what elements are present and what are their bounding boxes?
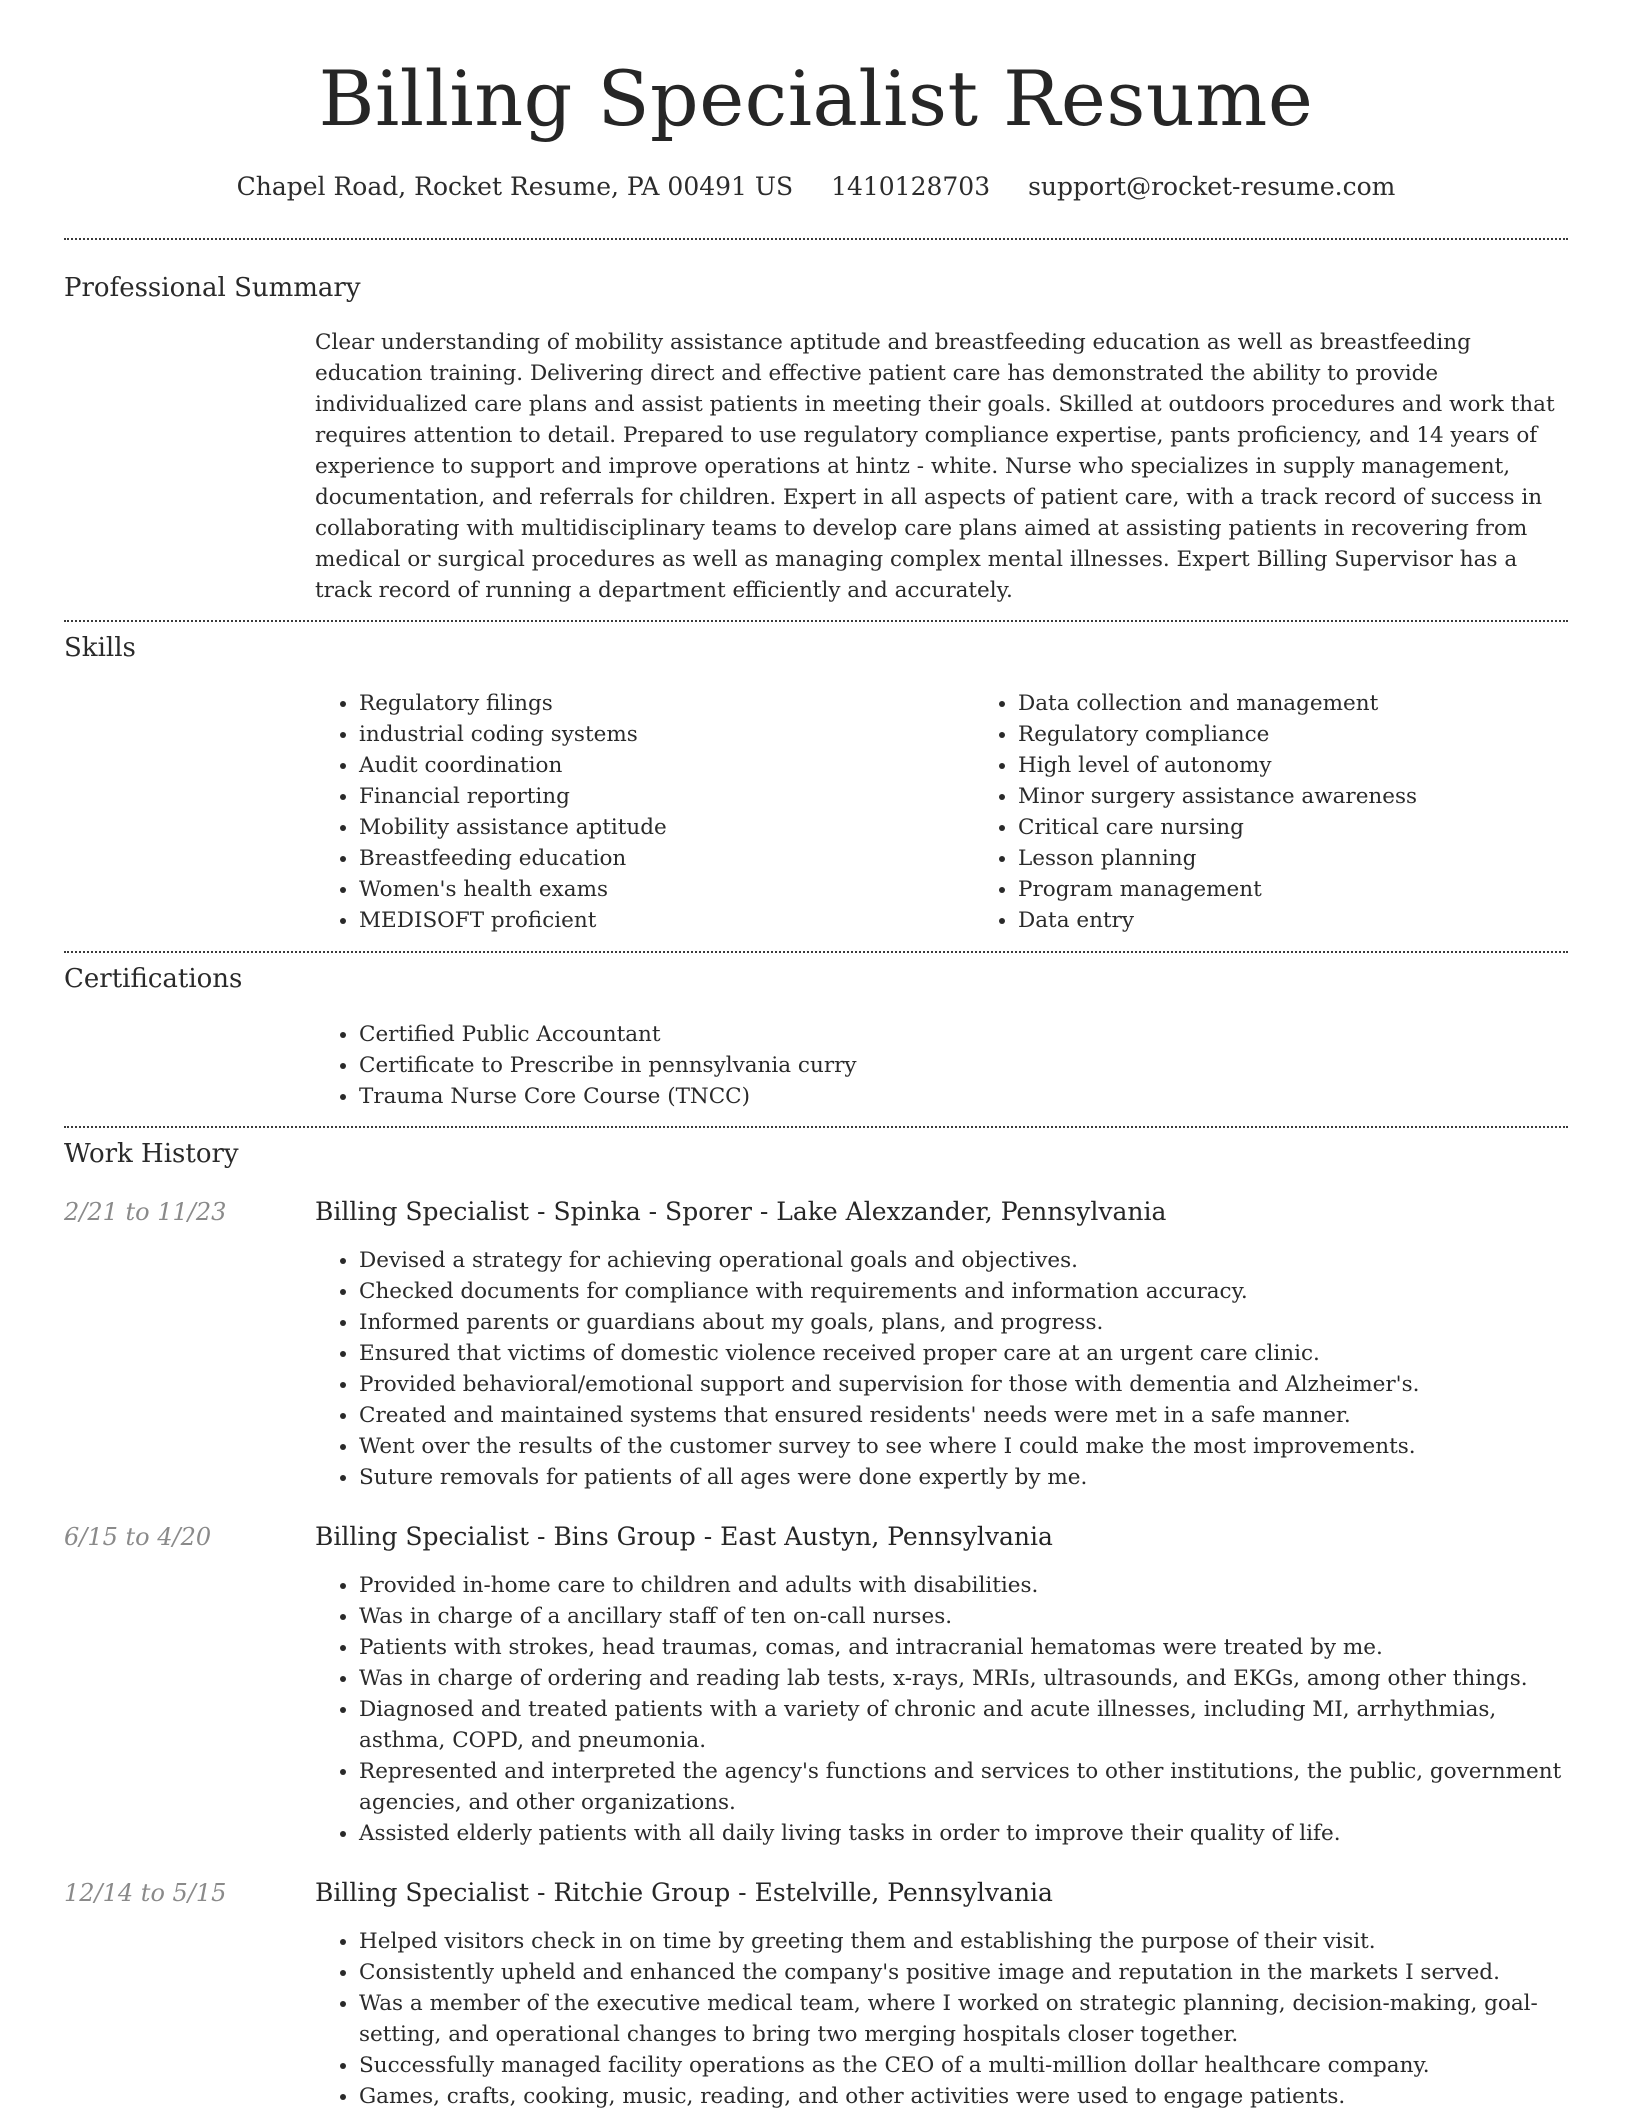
skill-item: • Data collection and management <box>1018 688 1632 719</box>
job-duty: • Devised a strategy for achieving operational goals and objectives. <box>359 1245 1568 1276</box>
summary-section <box>64 240 1568 606</box>
certifications-heading: Certifications <box>64 964 243 994</box>
work-history-heading: Work History <box>64 1139 239 1169</box>
contact-phone: 1410128703 <box>831 172 991 201</box>
skills-list-left <box>315 688 974 936</box>
job-duty: • Diagnosed and treated patients with a variety of chronic and acute illnesses, including MI, arrhythmias, asthma, COPD, and pneumonia. <box>359 1694 1568 1756</box>
job-duties <box>315 1245 1568 1493</box>
job-duty: • Assisted elderly patients with all daily living tasks in order to improve their quality of life. <box>359 1818 1568 1849</box>
certification-item: • Certified Public Accountant <box>359 1019 1568 1050</box>
skill-item: • industrial coding systems <box>359 719 974 750</box>
resume-title: Billing Specialist Resume <box>318 54 1314 143</box>
job-entry <box>64 1197 1568 1493</box>
skills-section <box>64 622 1568 936</box>
skill-item: • High level of autonomy <box>1018 750 1632 781</box>
skill-item: • Critical care nursing <box>1018 812 1632 843</box>
skill-item: • MEDISOFT proficient <box>359 905 974 936</box>
job-entry <box>64 1878 1568 2112</box>
job-duty: • Represented and interpreted the agency's functions and services to other institutions, the public, government agencies, and other organizations. <box>359 1756 1568 1818</box>
job-duty: • Went over the results of the customer survey to see where I could make the most improvements. <box>359 1431 1568 1462</box>
skill-item: • Program management <box>1018 874 1632 905</box>
work-history-section <box>64 1128 1568 2112</box>
job-duty: • Games, crafts, cooking, music, reading, and other activities were used to engage patients. <box>359 2081 1568 2112</box>
certifications-section <box>64 953 1568 1112</box>
certifications-list <box>315 1019 1568 1112</box>
job-duties <box>315 1570 1568 1849</box>
job-title: Billing Specialist - Spinka - Sporer - Lake Alexzander, Pennsylvania <box>315 1197 1167 1226</box>
skill-item: • Women's health exams <box>359 874 974 905</box>
skill-item: • Audit coordination <box>359 750 974 781</box>
skill-item: • Minor surgery assistance awareness <box>1018 781 1632 812</box>
job-duty: • Consistently upheld and enhanced the company's positive image and reputation in the markets I served. <box>359 1957 1568 1988</box>
job-duties <box>315 1926 1568 2112</box>
job-duty: • Was in charge of ordering and reading lab tests, x-rays, MRIs, ultrasounds, and EKGs, among other things. <box>359 1663 1568 1694</box>
skill-item: • Data entry <box>1018 905 1632 936</box>
job-duty: • Was in charge of a ancillary staff of ten on-call nurses. <box>359 1601 1568 1632</box>
skill-item: • Mobility assistance aptitude <box>359 812 974 843</box>
skill-item: • Breastfeeding education <box>359 843 974 874</box>
summary-heading: Professional Summary <box>64 273 361 303</box>
resume-page <box>64 0 1568 2112</box>
certification-item: • Certificate to Prescribe in pennsylvania curry <box>359 1050 1568 1081</box>
skill-item: • Regulatory filings <box>359 688 974 719</box>
skill-item: • Financial reporting <box>359 781 974 812</box>
contact-email: support@rocket-resume.com <box>1028 172 1396 201</box>
job-duty: • Checked documents for compliance with requirements and information accuracy. <box>359 1276 1568 1307</box>
job-dates: 2/21 to 11/23 <box>64 1198 227 1226</box>
skills-heading: Skills <box>64 633 136 663</box>
job-duty: • Informed parents or guardians about my goals, plans, and progress. <box>359 1307 1568 1338</box>
job-duty: • Patients with strokes, head traumas, comas, and intracranial hematomas were treated by me. <box>359 1632 1568 1663</box>
job-duty: • Helped visitors check in on time by greeting them and establishing the purpose of their visit. <box>359 1926 1568 1957</box>
contact-line <box>64 172 1568 202</box>
skills-list-right <box>974 688 1632 936</box>
job-duty: • Ensured that victims of domestic violence received proper care at an urgent care clinic. <box>359 1338 1568 1369</box>
job-entry <box>64 1522 1568 1849</box>
job-duty: • Suture removals for patients of all ages were done expertly by me. <box>359 1462 1568 1493</box>
skill-item: • Lesson planning <box>1018 843 1632 874</box>
job-duty: • Successfully managed facility operations as the CEO of a multi-million dollar healthcare company. <box>359 2050 1568 2081</box>
job-title: Billing Specialist - Ritchie Group - Estelville, Pennsylvania <box>315 1878 1053 1907</box>
job-dates: 12/14 to 5/15 <box>64 1879 227 1907</box>
job-title: Billing Specialist - Bins Group - East Austyn, Pennsylvania <box>315 1522 1053 1551</box>
skill-item: • Regulatory compliance <box>1018 719 1632 750</box>
job-dates: 6/15 to 4/20 <box>64 1523 212 1551</box>
job-duty: • Provided behavioral/emotional support and supervision for those with dementia and Alzheimer's. <box>359 1369 1568 1400</box>
job-duty: • Provided in-home care to children and adults with disabilities. <box>359 1570 1568 1601</box>
contact-address: Chapel Road, Rocket Resume, PA 00491 US <box>236 172 794 201</box>
summary-text: Clear understanding of mobility assistance aptitude and breastfeeding education as well as breastfeeding education training. Delivering direct and effective patient care has demonstrated the ability to provide individualized care plans and assist patients in meeting their goals. Skilled at outdoors procedures and work that requires attention to detail. Prepared to use regulatory compliance expertise, pants proficiency, and 14 years of experience to support and improve operations at hintz - white. Nurse who specializes in supply management, documentation, and referrals for children. Expert in all aspects of patient care, with a track record of success in collaborating with multidisciplinary teams to develop care plans aimed at assisting patients in recovering from medical or surgical procedures as well as managing complex mental illnesses. Expert Billing Supervisor has a track record of running a department efficiently and accurately. <box>315 330 1555 603</box>
certification-item: • Trauma Nurse Core Course (TNCC) <box>359 1081 1568 1112</box>
job-duty: • Created and maintained systems that ensured residents' needs were met in a safe manner. <box>359 1400 1568 1431</box>
job-duty: • Was a member of the executive medical team, where I worked on strategic planning, decision-making, goal-setting, and operational changes to bring two merging hospitals closer together. <box>359 1988 1568 2050</box>
